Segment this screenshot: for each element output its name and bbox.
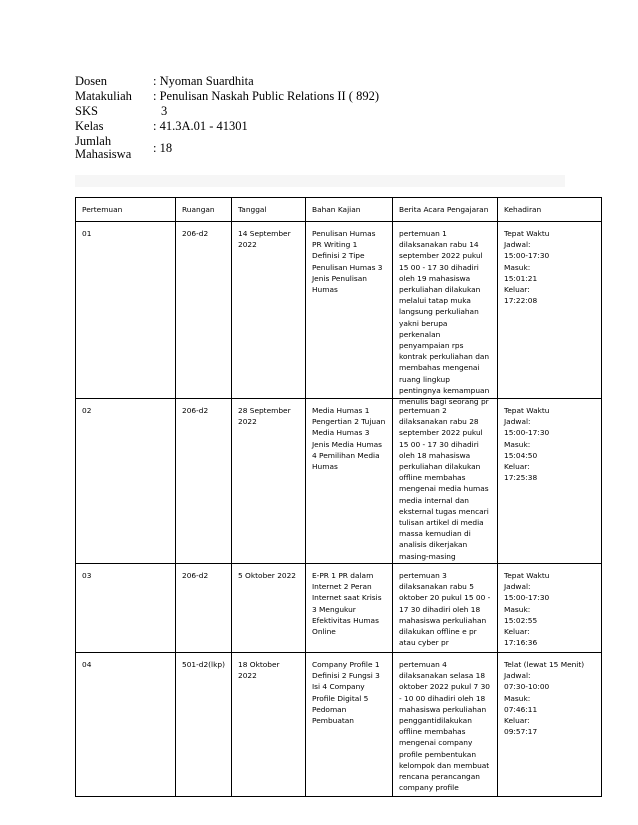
info-sks bbox=[75, 104, 379, 119]
cell-berita-acara bbox=[393, 564, 498, 653]
info-kelas bbox=[75, 119, 379, 134]
berita-acara-text: pertemuan 3 dilaksanakan rabu 5 oktober 20 pukul 15 00 - 17 30 dihadiri oleh 18 mahasiswa perkuliahan dilakukan offline e pr atau cyber pr bbox=[399, 571, 491, 648]
kehadiran-text: Tepat Waktu Jadwal: 15:00-17:30 Masuk: 15:02:55 Keluar: 17:16:36 bbox=[504, 571, 550, 648]
cell-bahan-kajian: Penulisan Humas PR Writing 1 Definisi 2 Tipe Penulisan Humas 3 Jenis Penulisan Humas bbox=[306, 222, 393, 399]
table-row bbox=[76, 399, 602, 564]
attendance-table bbox=[75, 197, 602, 797]
header-tanggal: Tanggal bbox=[232, 198, 306, 222]
dosen-label: Dosen bbox=[75, 74, 107, 88]
berita-acara-text: pertemuan 2 dilaksanakan rabu 28 september 2022 pukul 15 00 - 17 30 dihadiri oleh 18 mahasiswa perkuliahan dilakukan offline membahas mengenai media humas media internal dan eksternal tugas mencari tulisan artikel di media massa kemudian di analisis dikerjakan masing-masing bbox=[399, 406, 489, 561]
kehadiran-text: Tepat Waktu Jadwal: 15:00-17:30 Masuk: 15:04:50 Keluar: 17:25:38 bbox=[504, 406, 550, 483]
cell-kehadiran bbox=[498, 399, 602, 564]
dosen-value: : Nyoman Suardhita bbox=[153, 74, 254, 88]
cell-pertemuan: 02 bbox=[76, 399, 176, 564]
jumlah-label-line2: Mahasiswa bbox=[75, 147, 132, 161]
cell-tanggal: 28 September 2022 bbox=[232, 399, 306, 564]
matakuliah-label: Matakuliah bbox=[75, 89, 132, 103]
cell-kehadiran bbox=[498, 222, 602, 399]
table-header-row bbox=[76, 198, 602, 222]
berita-acara-text: pertemuan 4 dilaksanakan selasa 18 oktober 2022 pukul 7 30 - 10 00 dihadiri oleh 18 mahasiswa perkuliahan penggantidilakukan offline membahas mengenai company profile pembentukan kelompok dan membuat rencana perancangan company profile bbox=[399, 660, 490, 793]
header-bahan-kajian: Bahan Kajian bbox=[306, 198, 393, 222]
cell-tanggal: 5 Oktober 2022 bbox=[232, 564, 306, 653]
cell-bahan-kajian: Company Profile 1 Definisi 2 Fungsi 3 Isi 4 Company Profile Digital 5 Pedoman Pembuatan bbox=[306, 653, 393, 797]
cell-berita-acara bbox=[393, 399, 498, 564]
cell-berita-acara bbox=[393, 653, 498, 797]
table-row bbox=[76, 653, 602, 797]
cell-pertemuan: 01 bbox=[76, 222, 176, 399]
header-kehadiran: Kehadiran bbox=[498, 198, 602, 222]
info-jumlah-mahasiswa bbox=[75, 134, 379, 162]
sks-label: SKS bbox=[75, 104, 98, 118]
cell-pertemuan: 04 bbox=[76, 653, 176, 797]
cell-berita-acara bbox=[393, 222, 498, 407]
kehadiran-text: Tepat Waktu Jadwal: 15:00-17:30 Masuk: 15:01:21 Keluar: 17:22:08 bbox=[504, 229, 550, 306]
cell-bahan-kajian: Media Humas 1 Pengertian 2 Tujuan Media Humas 3 Jenis Media Humas 4 Pemilihan Media Humas bbox=[306, 399, 393, 564]
cell-ruangan: 206-d2 bbox=[176, 399, 232, 564]
kelas-label: Kelas bbox=[75, 119, 104, 133]
cell-ruangan: 501-d2(lkp) bbox=[176, 653, 232, 797]
berita-acara-text: pertemuan 1 dilaksanakan rabu 14 september 2022 pukul 15 00 - 17 30 dihadiri oleh 19 mahasiswa perkuliahan dilakukan melalui tatap muka langsung perkuliahan yakni berupa perkenalan penyampaian rps kontrak perkuliahan dan membahas mengenai ruang lingkup pentingnya kemampuan menulis bagi seorang pr bbox=[399, 229, 490, 407]
jumlah-label-line1: Jumlah bbox=[75, 134, 112, 148]
jumlah-mahasiswa-label bbox=[75, 135, 153, 161]
header-shade-bar bbox=[75, 175, 565, 187]
matakuliah-value: : Penulisan Naskah Public Relations II ( 892) bbox=[153, 89, 380, 103]
cell-tanggal: 14 September 2022 bbox=[232, 222, 306, 399]
info-matakuliah bbox=[75, 89, 379, 104]
cell-ruangan: 206-d2 bbox=[176, 564, 232, 653]
header-pertemuan: Pertemuan bbox=[76, 198, 176, 222]
table-row bbox=[76, 564, 602, 653]
table-row bbox=[76, 222, 602, 399]
header-berita-acara: Berita Acara Pengajaran bbox=[393, 198, 498, 222]
header-ruangan: Ruangan bbox=[176, 198, 232, 222]
sks-value: 3 bbox=[161, 104, 168, 118]
cell-bahan-kajian: E-PR 1 PR dalam Internet 2 Peran Internet saat Krisis 3 Mengukur Efektivitas Humas Online bbox=[306, 564, 393, 653]
info-dosen bbox=[75, 74, 379, 89]
cell-ruangan: 206-d2 bbox=[176, 222, 232, 399]
kelas-value: : 41.3A.01 - 41301 bbox=[153, 119, 248, 133]
jumlah-mahasiswa-value: : 18 bbox=[153, 140, 173, 155]
cell-kehadiran bbox=[498, 564, 602, 653]
cell-tanggal: 18 Oktober 2022 bbox=[232, 653, 306, 797]
cell-pertemuan: 03 bbox=[76, 564, 176, 653]
cell-kehadiran bbox=[498, 653, 602, 797]
kehadiran-text: Telat (lewat 15 Menit) Jadwal: 07:30-10:00 Masuk: 07:46:11 Keluar: 09:57:17 bbox=[504, 660, 585, 737]
course-info bbox=[75, 74, 379, 162]
